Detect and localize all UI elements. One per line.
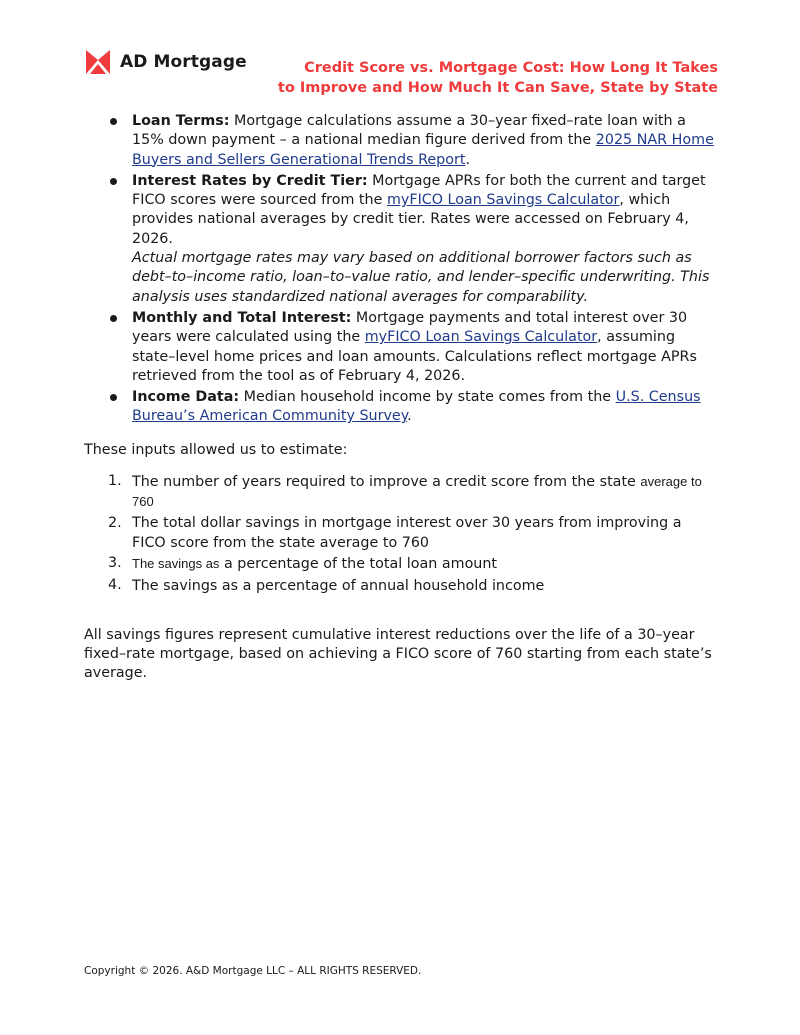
list-item-income-data [84,388,718,427]
nar-report-link[interactable]: 2025 NAR Home Buyers and Sellers Generational Trends Report [132,132,714,168]
list-text-rest: a percentage of the total loan amount [219,556,498,573]
list-text-small: average to 760 [132,474,702,510]
bullet-text-end: , which provides national averages by credit tier. Rates were accessed on February 4, 2026. [132,192,689,247]
bullet-text: Median household income by state comes from the [239,389,616,406]
list-item [84,576,718,596]
document-title-line-2: to Improve and How Much It Can Save, State by State [277,80,718,96]
list-number: 3. [108,555,122,572]
myfico-calculator-link[interactable]: myFICO Loan Savings Calculator [386,192,620,209]
estimates-list [84,472,718,596]
list-number: 2. [108,514,122,531]
bullet-text-end: , assuming state–level home prices and loan amounts. Calculations reflect mortgage APRs retrieved from the tool as of February 4, 2026. [132,329,697,384]
list-item-loan-terms [84,112,718,170]
list-text: The savings as a percentage of annual household income [132,577,545,594]
page-header [86,50,718,100]
bullet-label: Loan Terms: [132,113,230,129]
list-number: 1. [108,473,122,490]
bullet-label: Income Data: [132,389,240,406]
bullet-text-end: . [465,151,471,168]
main-content [84,112,718,684]
copyright-footer: Copyright © 2026. A&D Mortgage LLC – ALL RIGHTS RESERVED. [84,965,422,977]
bullet-label: Monthly and Total Interest: [132,309,352,326]
list-text-small: The savings as [132,556,220,572]
ad-mortgage-logo-icon [86,50,110,74]
list-text: The number of years required to improve a credit score from the state [132,474,641,491]
summary-paragraph: All savings figures represent cumulative interest reductions over the life of a 30–year fixed–rate mortgage, based on achieving a FICO score of 760 starting from each state’s average. [84,626,712,682]
bullet-text: Mortgage payments and total interest over 30 years were calculated using the [132,309,688,346]
list-number: 4. [108,576,122,593]
list-item [84,472,718,513]
document-title-line-1: Credit Score vs. Mortgage Cost: How Long It Takes [304,60,718,76]
document-title [278,58,718,98]
list-item [84,514,718,554]
logo[interactable] [86,50,247,74]
list-item [84,554,718,574]
myfico-calculator-link-2[interactable]: myFICO Loan Savings Calculator [364,329,598,346]
bullet-text: Mortgage calculations assume a 30–year fixed–rate loan with a 15% down payment – a national median figure derived from the [132,113,686,149]
bullet-text: Mortgage APRs for both the current and target FICO scores were sourced from the [132,172,706,209]
methodology-list [84,112,718,427]
intro-paragraph: These inputs allowed us to estimate: [84,441,348,458]
list-text: The total dollar savings in mortgage interest over 30 years from improving a FICO score from the state average to 760 [132,514,682,551]
list-item-interest-rates [84,172,718,307]
list-item-monthly-interest [84,309,718,386]
logo-text: AD Mortgage [120,52,247,72]
rate-disclaimer-note: Actual mortgage rates may vary based on additional borrower factors such as debt–to–income ratio, loan–to–value ratio, and lender–specific underwriting. This analysis uses standardized national averages for comparability. [132,250,710,305]
bullet-label: Interest Rates by Credit Tier: [132,172,368,189]
bullet-text-end: . [407,408,412,425]
census-acs-link[interactable]: U.S. Census Bureau’s American Community Survey [132,389,701,425]
